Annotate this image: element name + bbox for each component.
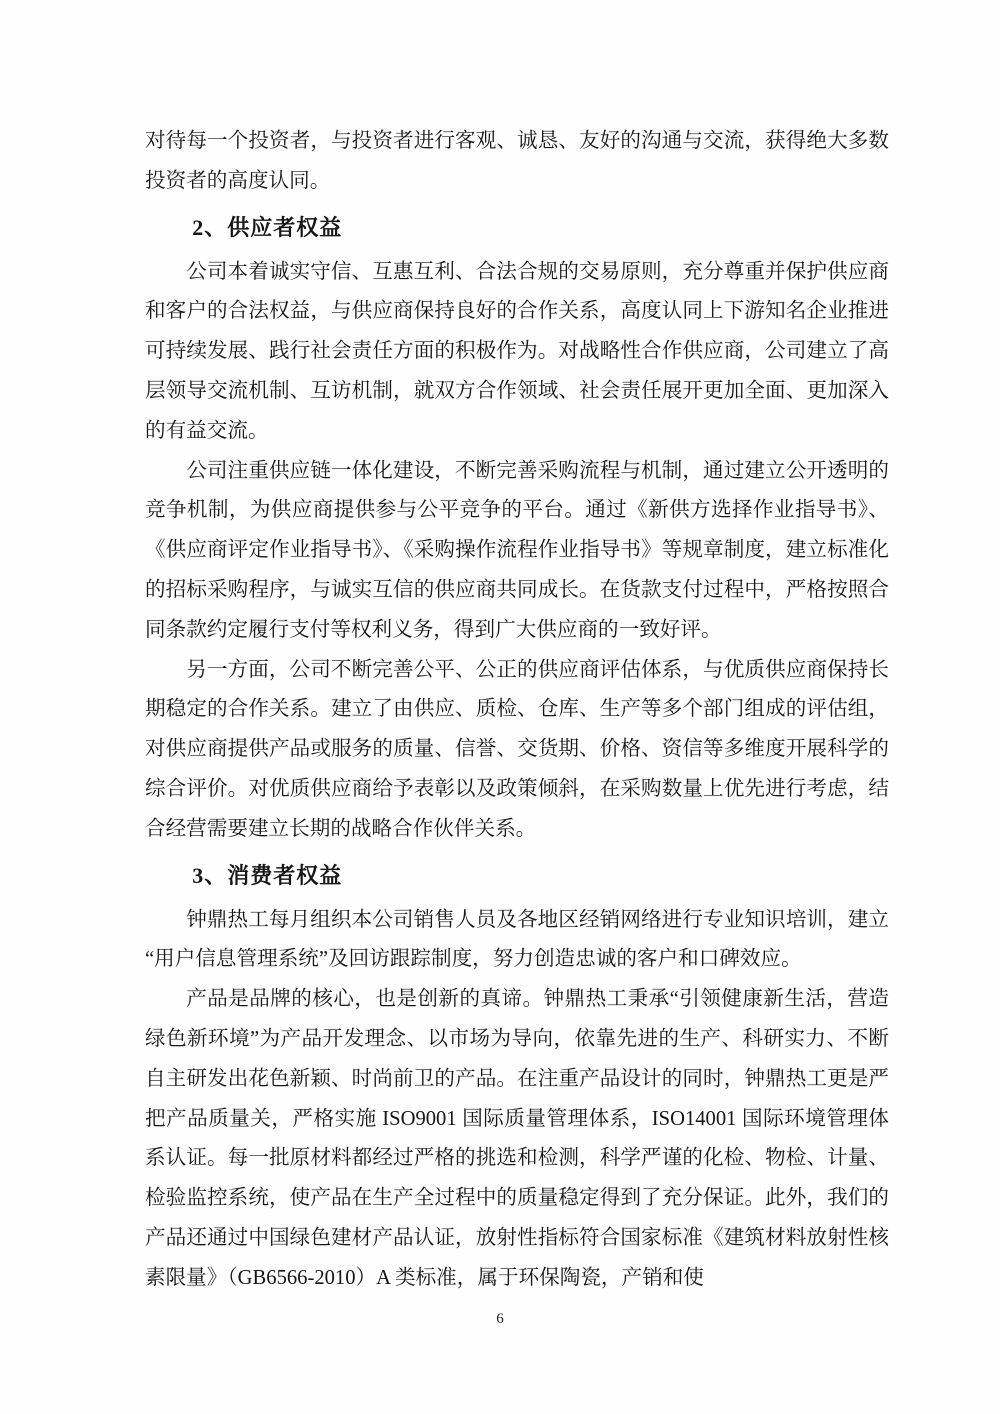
paragraph-investor-communication: 对待每一个投资者，与投资者进行客观、诚恳、友好的沟通与交流，获得绝大多数投资者的高度认同。 xyxy=(145,130,889,192)
paragraph-supplier-evaluation: 另一方面，公司不断完善公平、公正的供应商评估体系，与优质供应商保持长期稳定的合作关系。建立了由供应、质检、仓库、生产等多个部门组成的评估组，对供应商提供产品或服务的质量、信誉、交货期、价格、资信等多维度开展科学的综合评价。对优质供应商给予表彰以及政策倾斜，在采购数量上优先进行考虑，结合经营需要建立长期的战略合作伙伴关系。 xyxy=(145,658,889,840)
page-number: 6 xyxy=(496,1311,504,1327)
section-heading-supplier-rights: 2、供应者权益 xyxy=(192,214,343,240)
paragraph-consumer-training: 钟鼎热工每月组织本公司销售人员及各地区经销网络进行专业知识培训，建立“用户信息管理系统”及回访跟踪制度，努力创造忠诚的客户和口碑效应。 xyxy=(145,908,889,971)
section-heading-consumer-rights: 3、消费者权益 xyxy=(192,862,343,888)
paragraph-supply-chain: 公司注重供应链一体化建设，不断完善采购流程与机制，通过建立公开透明的竞争机制，为供应商提供参与公平竞争的平台。通过《新供方选择作业指导书》、《供应商评定作业指导书》、《采购操作流程作业指导书》等规章制度，建立标准化的招标采购程序，与诚实互信的供应商共同成长。在货款支付过程中，严格按照合同条款约定履行支付等权利义务，得到广大供应商的一致好评。 xyxy=(145,459,889,641)
document-content xyxy=(145,122,889,1299)
page-footer xyxy=(0,1310,1000,1328)
paragraph-supplier-principles: 公司本着诚实守信、互惠互利、合法合规的交易原则，充分尊重并保护供应商和客户的合法权益，与供应商保持良好的合作关系，高度认同上下游知名企业推进可持续发展、践行社会责任方面的积极作为。对战略性合作供应商，公司建立了高层领导交流机制、互访机制，就双方合作领域、社会责任展开更加全面、更加深入的有益交流。 xyxy=(145,260,889,442)
paragraph-product-quality: 产品是品牌的核心，也是创新的真谛。钟鼎热工秉承“引领健康新生活，营造绿色新环境”为产品开发理念、以市场为导向，依靠先进的生产、科研实力、不断自主研发出花色新颖、时尚前卫的产品。在注重产品设计的同时，钟鼎热工更是严把产品质量关，严格实施 ISO9001 国际质量管理体系，ISO14001 国际环境管理体系认证。每一批原材料都经过严格的挑选和检测，科学严谨的化检、物检、计量、检验监控系统，使产品在生产全过程中的质量稳定得到了充分保证。此外，我们的产品还通过中国绿色建材产品认证，放射性指标符合国家标准《建筑材料放射性核素限量》（GB6566-2010）A 类标准，属于环保陶瓷，产销和使 xyxy=(145,988,889,1289)
